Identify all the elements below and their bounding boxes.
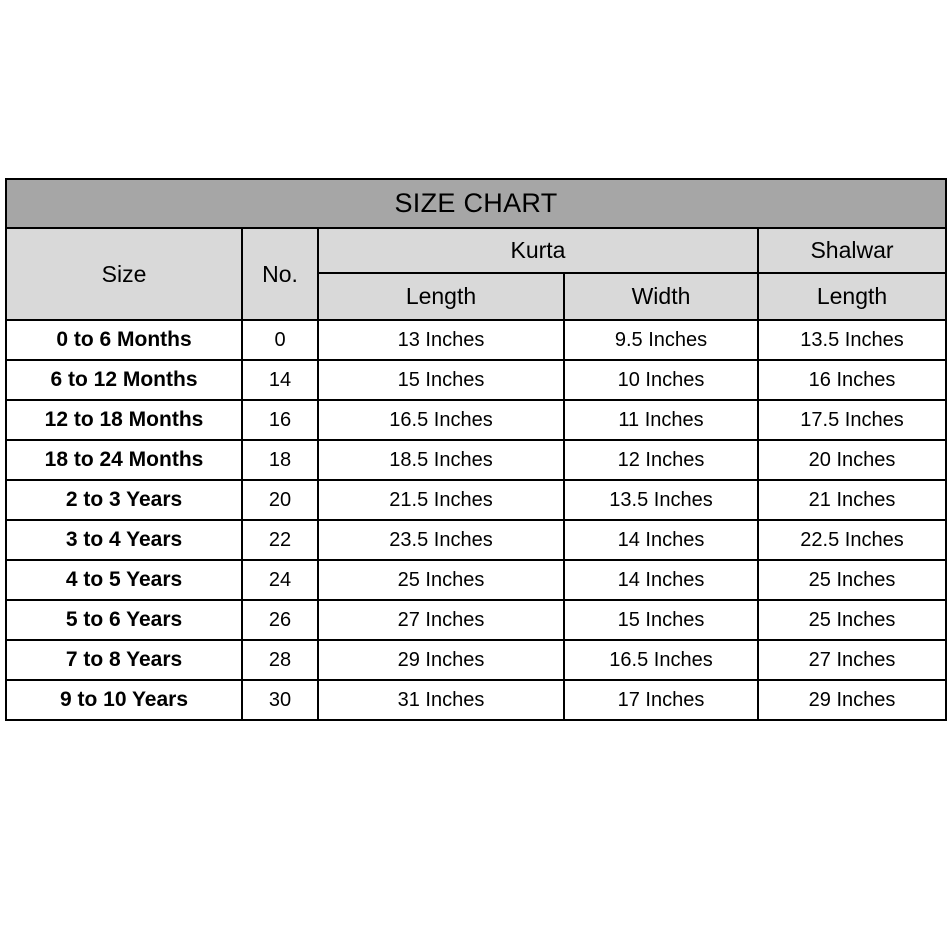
cell-no: 24 (242, 560, 318, 600)
cell-no: 14 (242, 360, 318, 400)
column-group-header-kurta: Kurta (318, 228, 758, 273)
cell-shalwar-length: 27 Inches (758, 640, 946, 680)
size-chart-container (5, 178, 945, 721)
table-row (6, 600, 946, 640)
column-header-kurta-length: Length (318, 273, 564, 320)
cell-shalwar-length: 21 Inches (758, 480, 946, 520)
cell-no: 18 (242, 440, 318, 480)
cell-no: 26 (242, 600, 318, 640)
cell-size: 4 to 5 Years (6, 560, 242, 600)
column-header-shalwar-length: Length (758, 273, 946, 320)
cell-kurta-length: 13 Inches (318, 320, 564, 360)
table-row (6, 680, 946, 720)
cell-no: 30 (242, 680, 318, 720)
cell-kurta-width: 14 Inches (564, 560, 758, 600)
cell-shalwar-length: 16 Inches (758, 360, 946, 400)
cell-size: 5 to 6 Years (6, 600, 242, 640)
cell-kurta-width: 15 Inches (564, 600, 758, 640)
cell-no: 20 (242, 480, 318, 520)
table-row (6, 400, 946, 440)
cell-size: 6 to 12 Months (6, 360, 242, 400)
cell-size: 12 to 18 Months (6, 400, 242, 440)
column-header-kurta-width: Width (564, 273, 758, 320)
cell-kurta-length: 15 Inches (318, 360, 564, 400)
table-row (6, 480, 946, 520)
cell-kurta-length: 16.5 Inches (318, 400, 564, 440)
cell-kurta-width: 11 Inches (564, 400, 758, 440)
table-row (6, 320, 946, 360)
cell-kurta-length: 27 Inches (318, 600, 564, 640)
cell-no: 16 (242, 400, 318, 440)
table-title-row (6, 179, 946, 228)
chart-title: SIZE CHART (6, 179, 946, 228)
cell-shalwar-length: 20 Inches (758, 440, 946, 480)
cell-kurta-width: 16.5 Inches (564, 640, 758, 680)
cell-shalwar-length: 17.5 Inches (758, 400, 946, 440)
cell-shalwar-length: 13.5 Inches (758, 320, 946, 360)
cell-no: 28 (242, 640, 318, 680)
cell-shalwar-length: 29 Inches (758, 680, 946, 720)
table-header-row-groups (6, 228, 946, 273)
table-row (6, 440, 946, 480)
cell-size: 0 to 6 Months (6, 320, 242, 360)
cell-kurta-width: 12 Inches (564, 440, 758, 480)
cell-size: 9 to 10 Years (6, 680, 242, 720)
cell-kurta-length: 29 Inches (318, 640, 564, 680)
cell-kurta-width: 17 Inches (564, 680, 758, 720)
cell-shalwar-length: 22.5 Inches (758, 520, 946, 560)
cell-no: 0 (242, 320, 318, 360)
cell-kurta-length: 21.5 Inches (318, 480, 564, 520)
size-chart-table (5, 178, 947, 721)
cell-kurta-length: 18.5 Inches (318, 440, 564, 480)
table-row (6, 640, 946, 680)
cell-kurta-width: 9.5 Inches (564, 320, 758, 360)
table-row (6, 520, 946, 560)
column-group-header-shalwar: Shalwar (758, 228, 946, 273)
cell-size: 2 to 3 Years (6, 480, 242, 520)
cell-kurta-width: 10 Inches (564, 360, 758, 400)
table-row (6, 560, 946, 600)
column-header-size: Size (6, 228, 242, 320)
cell-kurta-width: 13.5 Inches (564, 480, 758, 520)
cell-size: 3 to 4 Years (6, 520, 242, 560)
cell-shalwar-length: 25 Inches (758, 560, 946, 600)
column-header-no: No. (242, 228, 318, 320)
table-row (6, 360, 946, 400)
cell-kurta-length: 23.5 Inches (318, 520, 564, 560)
cell-kurta-length: 31 Inches (318, 680, 564, 720)
cell-size: 7 to 8 Years (6, 640, 242, 680)
cell-size: 18 to 24 Months (6, 440, 242, 480)
cell-kurta-width: 14 Inches (564, 520, 758, 560)
cell-shalwar-length: 25 Inches (758, 600, 946, 640)
cell-kurta-length: 25 Inches (318, 560, 564, 600)
cell-no: 22 (242, 520, 318, 560)
